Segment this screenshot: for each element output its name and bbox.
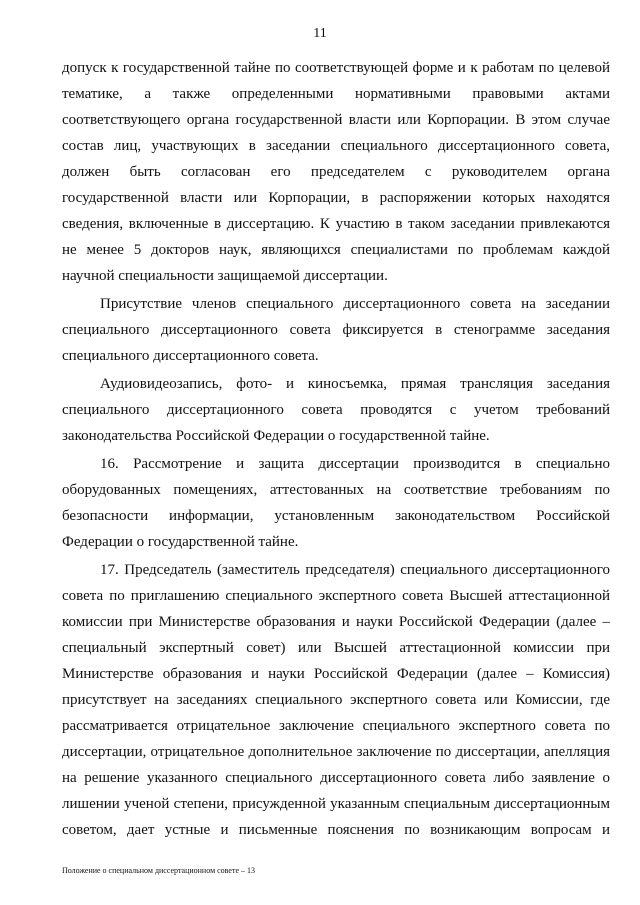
paragraph-continuation [62,55,610,289]
text-line: безопасности информации, установленным законодательством Российской [62,508,610,524]
text-line: диссертации, отрицательное дополнительное заключение по диссертации, апелляция [62,744,610,760]
text-line: специальный экспертный совет) или Высшей аттестационной комиссии при [62,640,610,656]
text-line: оборудованных помещениях, аттестованных на соответствие требованиям по [62,482,610,498]
text-line: Федерации о государственной тайне. [62,534,299,550]
paragraph-item-17 [62,557,610,843]
text-line: 17. Председатель (заместитель председателя) специального диссертационного [100,562,610,578]
text-line: рассматривается отрицательное заключение специального экспертного совета по [62,718,610,734]
document-body [62,55,610,843]
text-line: сведения, включенные в диссертацию. К участию в таком заседании привлекаются [62,216,610,232]
text-line: на решение указанного специального диссертационного совета либо заявление о [62,770,610,786]
page-footer: Положение о специальном диссертационном совете – 13 [62,866,256,875]
paragraph-recording [62,371,610,449]
text-line: соответствующего органа государственной власти или Корпорации. В этом случае [62,112,610,128]
text-line: состав лиц, участвующих в заседании специального диссертационного совета, [62,138,610,154]
text-line: не менее 5 докторов наук, являющихся специалистами по проблемам каждой [62,242,610,258]
text-line: лишении ученой степени, присужденной указанным специальным диссертационным [62,796,610,812]
text-line: научной специальности защищаемой диссертации. [62,268,388,284]
text-line: 16. Рассмотрение и защита диссертации производится в специально [100,456,610,472]
text-line: законодательства Российской Федерации о государственной тайне. [62,428,490,444]
text-line: специального диссертационного совета фиксируется в стенограмме заседания [62,322,610,338]
text-line: специального диссертационного совета проводятся с учетом требований [62,402,610,418]
paragraph-attendance-record [62,291,610,369]
text-line: присутствует на заседаниях специального экспертного совета или Комиссии, где [62,692,610,708]
page-number: 11 [313,26,327,41]
text-line: совета по приглашению специального экспертного совета Высшей аттестационной [62,588,610,604]
text-line: советом, дает устные и письменные пояснения по возникающим вопросам и [62,822,610,838]
paragraph-item-16 [62,451,610,555]
text-line: должен быть согласован его председателем с руководителем органа [62,164,610,180]
text-line: Министерстве образования и науки Российской Федерации (далее – Комиссия) [62,666,610,682]
text-line: тематике, а также определенными нормативными правовыми актами [62,86,610,102]
text-line: Присутствие членов специального диссертационного совета на заседании [100,296,610,312]
text-line: комиссии при Министерстве образования и науки Российской Федерации (далее – [62,614,610,630]
text-line: специального диссертационного совета. [62,348,319,364]
text-line: государственной власти или Корпорации, в распоряжении которых находятся [62,190,610,206]
text-line: допуск к государственной тайне по соответствующей форме и к работам по целевой [62,60,610,76]
text-line: Аудиовидеозапись, фото- и киносъемка, прямая трансляция заседания [100,376,610,392]
